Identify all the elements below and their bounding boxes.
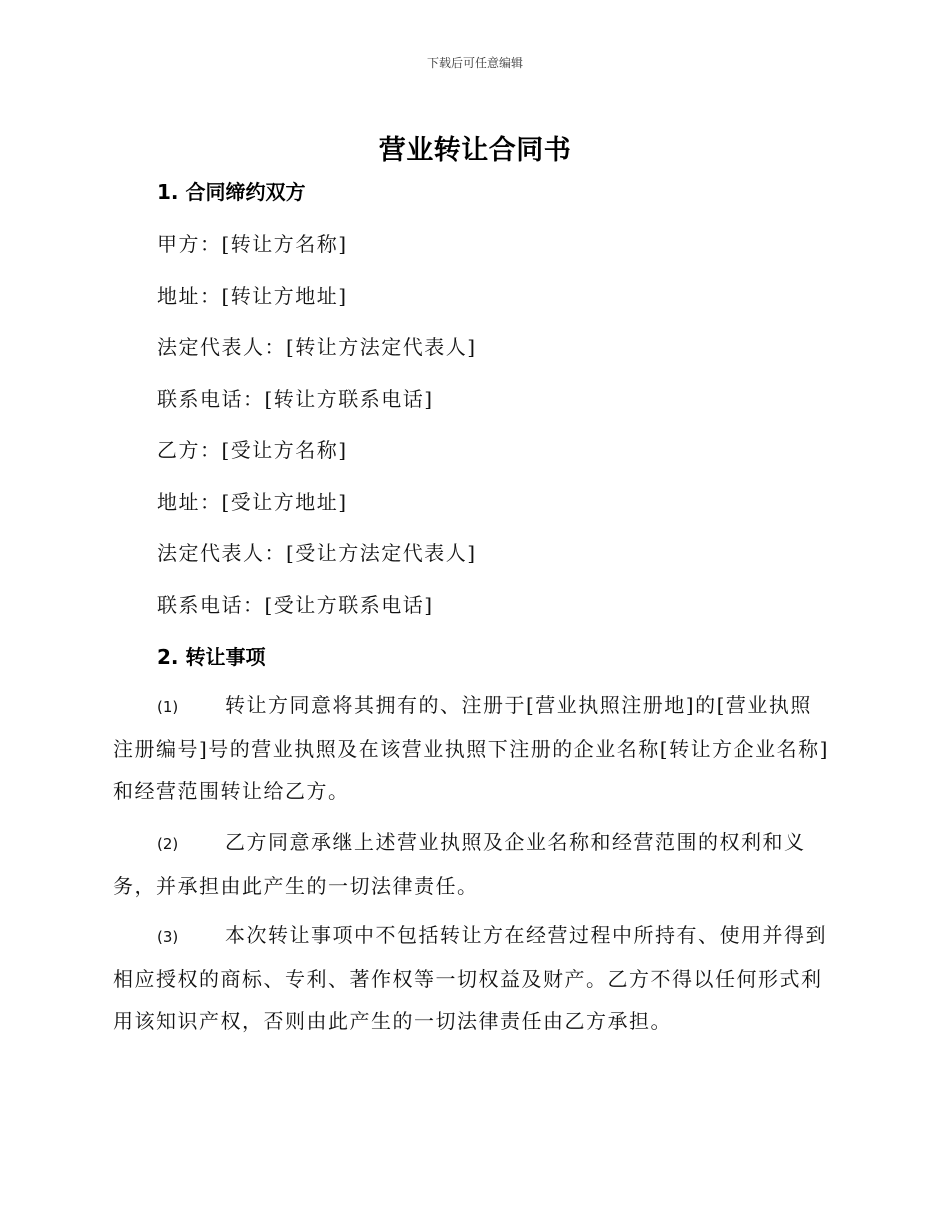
party-b-legal-rep: 法定代表人：[受让方法定代表人] bbox=[157, 541, 477, 565]
header-note: 下载后可任意编辑 bbox=[426, 56, 523, 70]
clause-3 bbox=[113, 914, 833, 1042]
clause-1-text: 转让方同意将其拥有的、注册于[营业执照注册地]的[营业执照注册编号]号的营业执照及在该营业执照下注册的企业名称[转让方企业名称]和经营范围转让给乙方。 bbox=[113, 693, 829, 803]
clause-2 bbox=[113, 821, 833, 907]
party-a-address: 地址：[转让方地址] bbox=[157, 284, 348, 308]
clause-2-text: 乙方同意承继上述营业执照及企业名称和经营范围的权利和义务，并承担由此产生的一切法律责任。 bbox=[113, 830, 806, 898]
party-a-name: 甲方：[转让方名称] bbox=[157, 232, 348, 256]
party-a-legal-rep: 法定代表人：[转让方法定代表人] bbox=[157, 335, 477, 359]
clause-1-number: (1) bbox=[157, 698, 179, 716]
clause-1 bbox=[113, 684, 833, 812]
clause-2-number: (2) bbox=[157, 835, 179, 853]
document-title: 营业转让合同书 bbox=[378, 135, 572, 166]
clause-3-number: (3) bbox=[157, 928, 179, 946]
party-a-phone: 联系电话：[转让方联系电话] bbox=[157, 387, 434, 411]
clause-3-text: 本次转让事项中不包括转让方在经营过程中所持有、使用并得到相应授权的商标、专利、著作权等一切权益及财产。乙方不得以任何形式利用该知识产权，否则由此产生的一切法律责任由乙方承担。 bbox=[113, 923, 827, 1033]
section-1-heading: 1. 合同缔约双方 bbox=[157, 180, 306, 204]
party-b-address: 地址：[受让方地址] bbox=[157, 490, 348, 514]
section-2-heading: 2. 转让事项 bbox=[157, 645, 266, 669]
party-b-phone: 联系电话：[受让方联系电话] bbox=[157, 593, 434, 617]
party-b-name: 乙方：[受让方名称] bbox=[157, 438, 348, 462]
